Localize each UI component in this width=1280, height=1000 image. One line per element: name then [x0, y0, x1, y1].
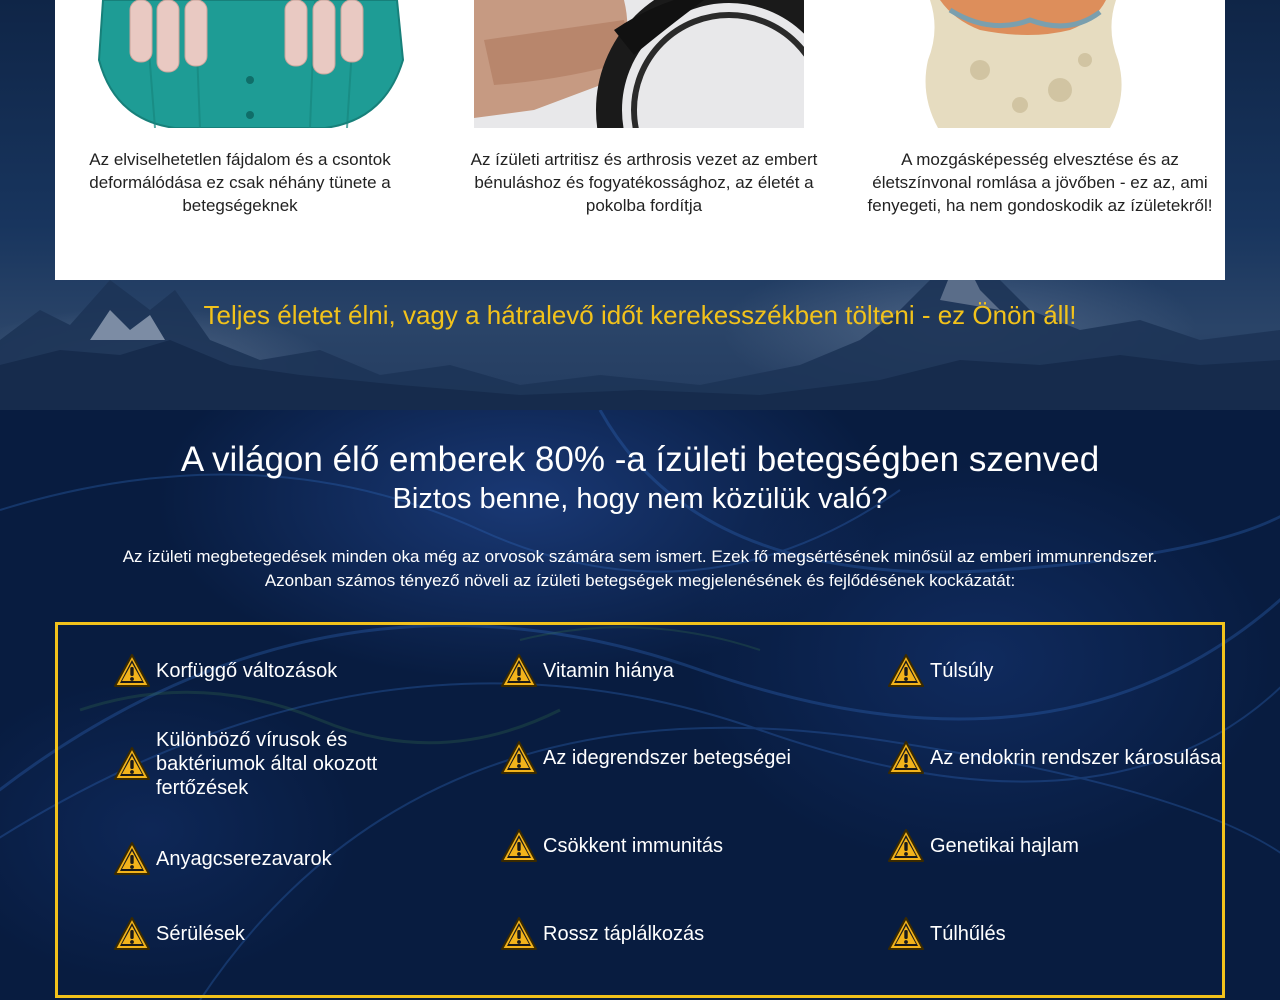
risk-item — [500, 915, 860, 953]
risk-factors-section — [0, 410, 1280, 1000]
risk-item — [887, 652, 1247, 690]
risk-item — [113, 915, 473, 953]
symptoms-card-panel — [55, 0, 1225, 280]
headline: A világon élő emberek 80% -a ízületi betegségben szenved — [180, 440, 1100, 479]
risk-label: Sérülések — [156, 923, 245, 945]
knee-bone-photo — [870, 0, 1200, 128]
deformed-hands-photo — [85, 0, 415, 128]
warning-icon — [113, 652, 151, 690]
warning-icon — [113, 915, 151, 953]
risk-item — [887, 827, 1247, 865]
risk-label: Anyagcserezavarok — [156, 848, 332, 870]
warning-icon — [113, 840, 151, 878]
risk-item — [500, 827, 860, 865]
risk-item — [887, 739, 1227, 777]
risk-item — [113, 728, 393, 800]
symptom-caption-2: Az ízületi artritisz és arthrosis vezet az embert bénuláshoz és fogyatékossághoz, az életét a pokolba fordítja — [470, 150, 818, 215]
risk-label: Az endokrin rendszer károsulása — [930, 747, 1222, 769]
tagline: Teljes életet élni, vagy a hátralevő időt kerekesszékben tölteni - ez Önön áll! — [203, 300, 1077, 330]
risk-factors-box — [55, 622, 1225, 998]
warning-icon — [500, 915, 538, 953]
risk-item — [113, 840, 473, 878]
warning-icon — [887, 915, 925, 953]
risk-label: Az idegrendszer betegségei — [543, 747, 791, 769]
intro-line-1: Az ízületi megbetegedések minden oka még az orvosok számára sem ismert. Ezek fő megsértésének minősül az emberi immunrendszer. — [122, 547, 1158, 566]
warning-icon — [500, 739, 538, 777]
warning-icon — [500, 827, 538, 865]
warning-icon — [887, 652, 925, 690]
risk-label: Különböző vírusok és baktériumok által okozott fertőzések — [156, 729, 378, 799]
risk-item — [500, 652, 860, 690]
intro-text — [0, 545, 1280, 593]
warning-icon — [113, 745, 151, 783]
risk-item — [500, 739, 860, 777]
intro-line-2: Azonban számos tényező növeli az ízületi betegségek megjelenésének és fejlődésének kockázatát: — [264, 571, 1016, 590]
risk-label: Túlsúly — [930, 660, 994, 682]
symptom-caption-3: A mozgásképesség elvesztése és az életszínvonal romlása a jövőben - ez az, ami fenyegeti, ha nem gondoskodik az ízületekről! — [867, 150, 1213, 215]
risk-label: Genetikai hajlam — [930, 835, 1079, 857]
subheadline: Biztos benne, hogy nem közülük való? — [392, 483, 888, 515]
hero-section — [0, 0, 1280, 410]
risk-label: Rossz táplálkozás — [543, 923, 705, 945]
risk-label: Túlhűlés — [930, 923, 1006, 945]
risk-item — [113, 652, 473, 690]
risk-label: Korfüggő változások — [156, 660, 338, 682]
warning-icon — [500, 652, 538, 690]
risk-label: Vitamin hiánya — [543, 660, 674, 682]
warning-icon — [887, 739, 925, 777]
risk-label: Csökkent immunitás — [543, 835, 724, 857]
symptom-caption-1: Az elviselhetetlen fájdalom és a csontok deformálódása ez csak néhány tünete a betegségeknek — [89, 150, 391, 215]
warning-icon — [887, 827, 925, 865]
wheelchair-photo — [474, 0, 804, 128]
risk-item — [887, 915, 1247, 953]
